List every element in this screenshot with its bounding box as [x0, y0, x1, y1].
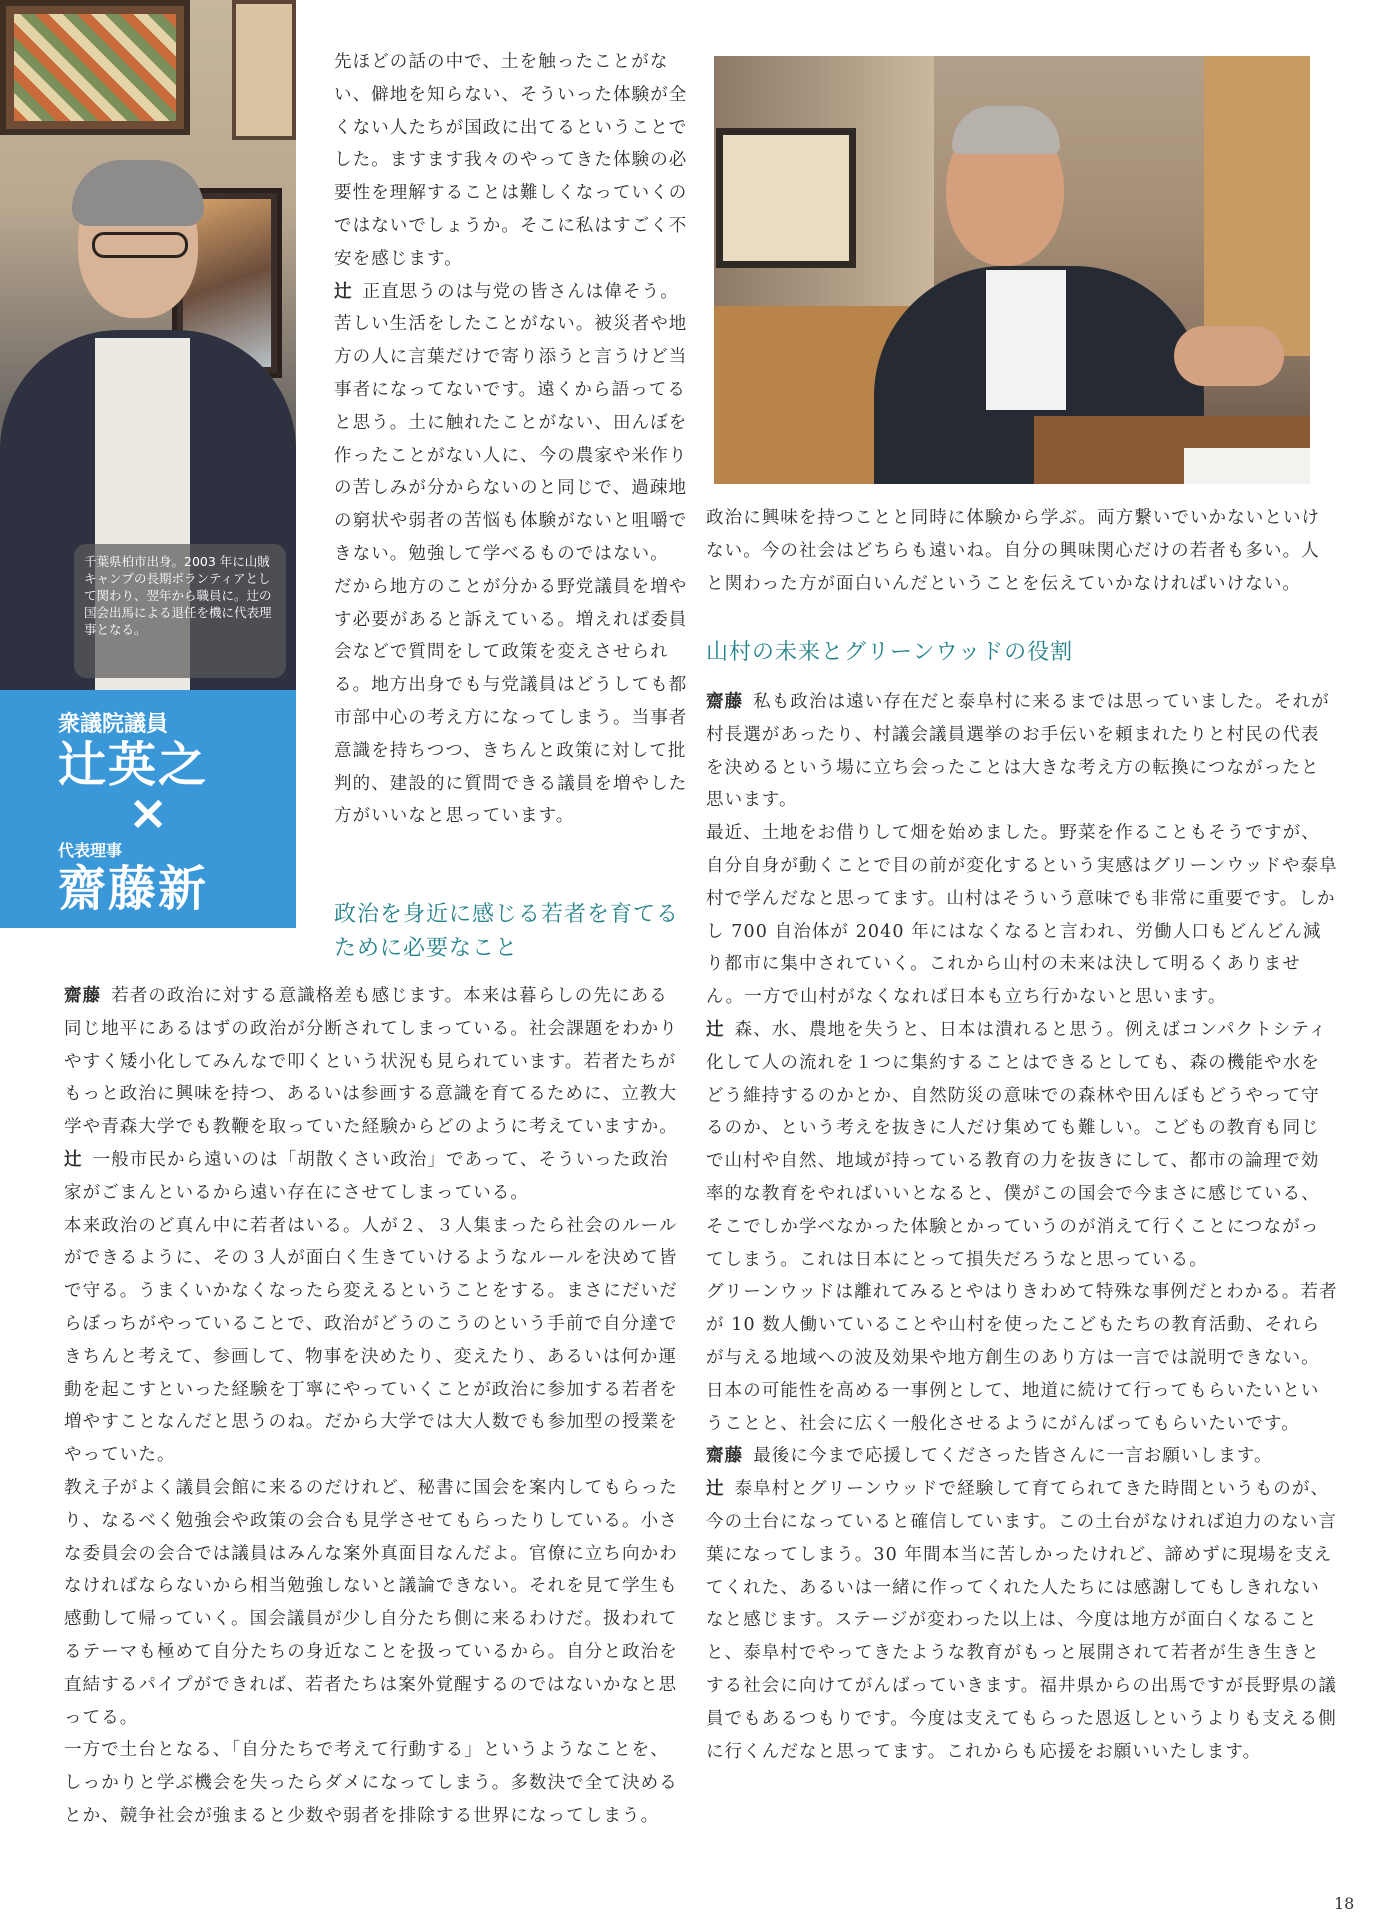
portrait-photo-saito — [0, 0, 296, 690]
glasses-icon — [92, 232, 188, 258]
speaker-label: 辻 — [64, 1149, 83, 1170]
wall-artwork — [0, 0, 190, 135]
paragraph: グリーンウッドは離れてみるとやはりきわめて特殊な事例だとわかる。若者が 10 数人働いていることや山村を使ったこどもたちの教育活動、それらが与える地域への波及効果や地方創生のあり方は一言では説明できない。日本の可能性を高める一事例として、地道に続けて行ってもらいたいということと、社会に広く一般化させるようにがんばってもらいたいです。 — [706, 1282, 1338, 1434]
paper-on-desk — [1184, 448, 1310, 484]
name-plate — [0, 690, 296, 928]
person-hand — [1174, 326, 1284, 386]
name-1: 辻英之 — [58, 737, 209, 793]
cross-mark: × — [128, 785, 169, 841]
middle-column — [334, 46, 692, 833]
left-bottom-column — [64, 980, 684, 1833]
section-heading-2: 山村の未来とグリーンウッドの役割 — [706, 640, 1074, 665]
paragraph: 政治に興味を持つことと同時に体験から学ぶ。両方繋いでいかないといけない。今の社会はどちらも遠いね。自分の興味関心だけの若者も多い。人と関わった方が面白いんだということを伝えていかなければいけない。 — [706, 508, 1321, 594]
paragraph: 齋藤 若者の政治に対する意識格差も感じます。本来は暮らしの先にある同じ地平にあるはずの政治が分断されてしまっている。社会課題をわかりやすく矮小化してみんなで叩くという状況も見られています。若者たちがもっと政治に興味を持つ、あるいは参画する意識を育てるために、立教大学や青森大学でも教鞭を取っていた経験からどのように考えていますか。 — [64, 986, 678, 1138]
paragraph: 齋藤 最後に今まで応援してくださった皆さんに一言お願いします。 — [706, 1446, 1273, 1467]
paragraph: 本来政治のど真ん中に若者はいる。人が２、３人集まったら社会のルールができるように、その３人が面白く生きていけるようなルールを決めて皆で守る。うまくいかなくなったら変えるということをする。まさにだいだらぼっちがやっていることで、政治がどうのこうのという手前で自分達できちんと考えて、参画して、物事を決めたり、変えたり、あるいは何か運動を起こすといった経験を丁寧にやっていくことが政治に参加する若者を増やすことなんだと思うのね。だから大学では大人数でも参加型の授業をやっていた。 — [64, 1215, 678, 1466]
paragraph: だから地方のことが分かる野党議員を増やす必要があると訴えている。増えれば委員会などで質問をして政策を変えさせられる。地方出身でも与党議員はどうしても都市部中心の考え方になってしまう。当事者意識を持ちつつ、きちんと政策に対して批判的、建設的に質問できる議員を増やした方がいいなと思っています。 — [334, 576, 688, 827]
speaker-label: 齋藤 — [706, 1446, 744, 1467]
paragraph: 辻 正直思うのは与党の皆さんは偉そう。苦しい生活をしたことがない。被災者や地方の人に言葉だけで寄り添うと言うけど当事者になってないです。遠くから語ってると思う。土に触れたことがない、田んぼを作ったことがない人に、今の農家や米作りの苦しみが分からないのと同じで、過疎地の窮状や弱者の苦悩も体験がないと咀嚼できない。勉強して学べるものではない。 — [334, 281, 688, 564]
right-bottom-column — [706, 686, 1338, 1768]
paragraph: 辻 一般市民から遠いのは「胡散くさい政治」であって、そういった政治家がごまんといるから遠い存在にさせてしまっている。 — [64, 1149, 669, 1203]
paragraph: 最近、土地をお借りして畑を始めました。野菜を作ることもそうですが、自分自身が動くことで目の前が変化するという実感はグリーンウッドや泰阜村で学んだなと思ってます。山村はそういう意味でも非常に重要です。しかし 700 自治体が 2040 年にはなくなると言われ、労働人口もどんどん減り都市に集中されていく。これから山村の未来は決して明るくありません。一方で山村がなくなれば日本も立ち行かないと思います。 — [706, 823, 1338, 1008]
page-number: 18 — [1334, 1894, 1355, 1913]
portrait-photo-tsuji — [714, 56, 1310, 484]
wood-shelf — [1204, 56, 1310, 356]
speaker-label: 辻 — [706, 1479, 725, 1500]
speaker-label: 辻 — [706, 1019, 725, 1040]
paragraph: 先ほどの話の中で、土を触ったことがない、僻地を知らない、そういった体験が全くない人たちが国政に出てるということでした。ますます我々のやってきた体験の必要性を理解することは難しくなっていくのではないでしょうか。そこに私はすごく不安を感じます。 — [334, 52, 688, 269]
paragraph: 辻 泰阜村とグリーンウッドで経験して育てられてきた時間というものが、今の土台になっていると確信しています。この土台がなければ迫力のない言葉になってしまう。30 年間本当に苦しかったけれど、諦めずに現場を支えてくれた、あるいは一緒に作ってくれた人たちには感謝してもしきれないなと感じます。ステージが変わった以上は、今度は地方が面白くなることと、泰阜村でやってきたような教育がもっと展開されて若者が生き生きとする社会に向けてがんばっていきます。福井県からの出馬ですが長野県の議員でもあるつもりです。今度は支えてもらった恩返しというよりも支える側に行くんだなと思ってます。これからも応援をお願いいたします。 — [706, 1479, 1337, 1762]
paragraph: 教え子がよく議員会館に来るのだけれど、秘書に国会を案内してもらったり、なるべく勉強会や政策の会合も見学させてもらったりしている。小さな委員会の会合では議員はみんな案外真面目なんだよ。官僚に立ち向かわなければならないから相当勉強しないと議論できない。それを見て学生も感動して帰っていく。国会議員が少し自分たち側に来るわけだ。扱われてるテーマも極めて自分たちの身近なことを扱っているから。自分と政治を直結するパイプができれば、若者たちは案外覚醒するのではないかなと思ってる。 — [64, 1477, 678, 1728]
person-hair — [72, 160, 204, 226]
person-shirt — [986, 270, 1066, 410]
framed-certificate — [716, 128, 856, 268]
right-top-column — [706, 502, 1338, 600]
person-hair — [952, 106, 1060, 154]
speaker-label: 齋藤 — [64, 986, 102, 1006]
speaker-label: 辻 — [334, 281, 353, 302]
name-2: 齋藤新 — [58, 861, 209, 917]
photo-caption: 千葉県柏市出身。2003 年に山賊キャンプの長期ボランティアとして関わり、翌年から職員に。辻の国会出馬による退任を機に代表理事となる。 — [74, 544, 286, 678]
paragraph: 一方で土台となる、「自分たちで考えて行動する」というようなことを、しっかりと学ぶ機会を失ったらダメになってしまう。多数決で全て決めるとか、競争社会が強まると少数や弱者を排除する世界になってしまう。 — [64, 1740, 678, 1826]
paragraph: 齋藤 私も政治は遠い存在だと泰阜村に来るまでは思っていました。それが村長選があったり、村議会議員選挙のお手伝いを頼まれたりと村民の代表を決めるという場に立ち会ったことは大きな考え方の転換につながったと思います。 — [706, 692, 1330, 811]
wall-artwork-small — [232, 0, 296, 140]
role-label-2: 代表理事 — [58, 841, 123, 860]
speaker-label: 齋藤 — [706, 692, 744, 712]
section-heading-1: 政治を身近に感じる若者を育てるために必要なこと — [334, 902, 680, 961]
paragraph: 辻 森、水、農地を失うと、日本は潰れると思う。例えばコンパクトシティ化して人の流れを１つに集約することはできるとしても、森の機能や水をどう維持するのかとか、自然防災の意味での森林や田んぼもどうやって守るのか、という考えを抜きに人だけ集めても難しい。こどもの教育も同じで山村や自然、地域が持っている教育の力を抜きにして、都市の論理で効率的な教育をやればいいとなると、僕がこの国会で今まさに感じている、そこでしか学べなかった体験とかっていうのが消えて行くことにつながってしまう。これは日本にとって損失だろうなと思っている。 — [706, 1019, 1328, 1270]
role-label-1: 衆議院議員 — [58, 712, 169, 737]
